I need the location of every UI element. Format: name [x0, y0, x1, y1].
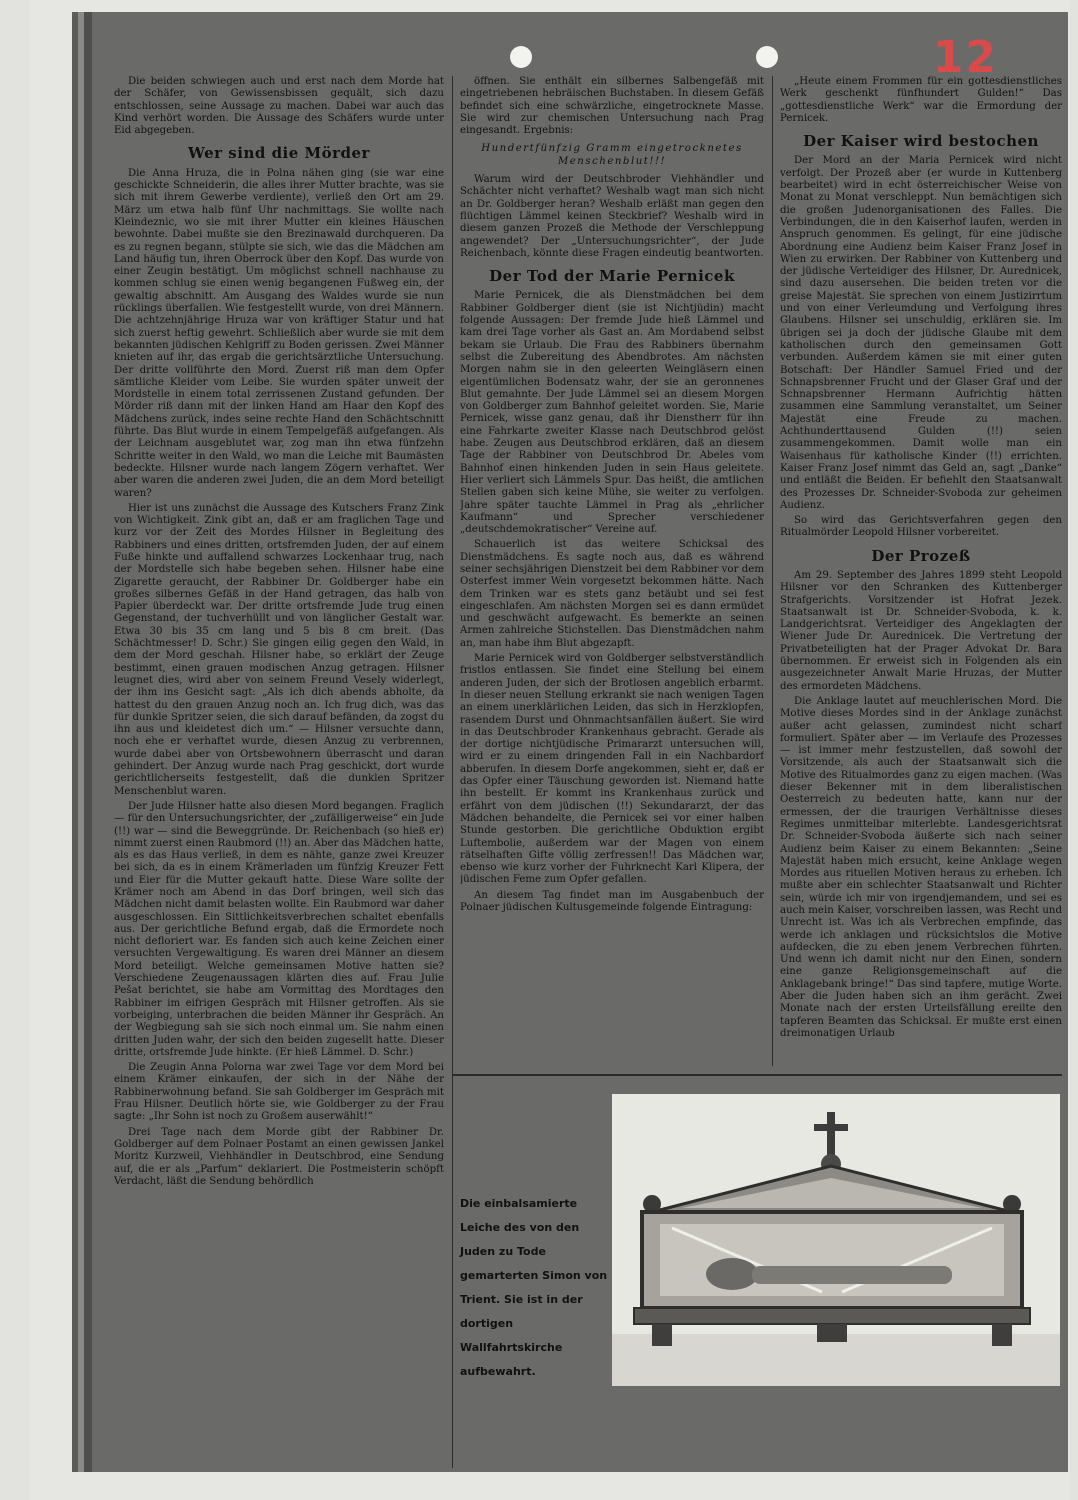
- paragraph: So wird das Gerichtsverfahren gegen den Ritualmörder Leopold Hilsner vorbereitet.: [780, 515, 1062, 539]
- column-rule: [452, 76, 453, 1468]
- paragraph: Der Mord an der Maria Pernicek wird nicht verfolgt. Der Prozeß aber (er wurde in Kuttenberg bearbeitet) wird in echt österreichischer Weise von Monat zu Monat verschleppt. Nun bemächtigen sich die großen Judenorganisationen des Falles. Die Verbindungen, die in den Kaiserhof laufen, werden in Anspruch genommen. Es gelingt, für eine jüdische Abordnung eine Audienz beim Kaiser Franz Josef in Wien zu erwirken. Der Rabbiner von Kuttenberg und der jüdische Verteidiger des Hilsner, Dr. Aurednicek, sind dazu ausersehen. Die beiden treten vor die greise Majestät. Sie sprechen von einem Justizirrtum und von einer Verleumdung und Verfolgung ihres Glaubens. Hilsner sei unschuldig, erklären sie. Im übrigen sei ja doch der jüdische Glaube mit dem katholischen durch den gemeinsamen Gott verbunden. Außerdem kämen sie mit einer guten Botschaft: Der Händler Samuel Fried und der Schnapsbrenner Frucht und der Glaser Graf und der Schnapsbrenner Hermann Aufrichtig hätten zusammen eine Sammlung veranstaltet, um Seiner Majestät eine Freude zu machen. Achthunderttausend Gulden (!!) seien zusammengekommen. Damit wolle man ein Waisenhaus für katholische Kinder (!!) errichten. Kaiser Franz Josef nimmt das Geld an, sagt „Danke“ und entläßt die Beiden. Er befiehlt den Staatsanwalt des Prozesses Dr. Schneider-Svoboda zur geheimen Audienz.: [780, 155, 1062, 511]
- paragraph: „Heute einem Frommen für ein gottesdienstliches Werk geschenkt fünfhundert Gulden!“ Das „gottesdienstliche Werk“ war die Ermordung der Pernicek.: [780, 76, 1062, 124]
- photo-reliquary-simon-of-trent: [612, 1094, 1060, 1386]
- punch-hole: [756, 46, 778, 68]
- paragraph: Die Zeugin Anna Polorna war zwei Tage vor dem Mord bei einem Krämer einkaufen, der sich in der Nähe der Rabbinerwohnung befand. Sie sah Goldberger im Gespräch mit Frau Hilsner. Deutlich hörte sie, wie Goldberger zu der Frau sagte: „Ihr Sohn ist noch zu Großem auserwählt!“: [114, 1062, 444, 1123]
- paragraph: Am 29. September des Jahres 1899 steht Leopold Hilsner vor den Schranken des Kuttenberger Strafgerichts. Vorsitzender ist Hofrat Jezek. Staatsanwalt ist Dr. Schneider-Svoboda, k. k. Landgerichtsrat. Verteidiger des Angeklagten der Wiener Jude Dr. Aurednicek. Die Vertretung der Privatbeteiligten hat der Prager Advokat Dr. Bara übernommen. Er erweist sich in Folgenden als ein ausgezeichneter Anwalt Marie Hruzas, der Mutter des ermordeten Mädchens.: [780, 569, 1062, 692]
- paragraph: An diesem Tag findet man im Ausgabenbuch der Polnaer jüdischen Kultusgemeinde folgende Eintragung:: [460, 889, 764, 913]
- scrapbook-sheet: [30, 0, 1070, 1500]
- section-heading: Wer sind die Mörder: [188, 144, 370, 163]
- column-rule: [772, 76, 773, 1066]
- paragraph: Hier ist uns zunächst die Aussage des Kutschers Franz Zink von Wichtigkeit. Zink gibt an, daß er am fraglichen Tage und kurz vor der Zeit des Mordes Hilsner in Begleitung des Rabbiners und eines dritten, ortsfremden Juden, der auf einem Fuße hinkte und auffallend schwarzes Lockenhaar trug, nach der Mordstelle sich habe begeben sehen. Hilsner habe eine Zigarette geraucht, der Rabbiner Dr. Goldberger habe ein großes silbernes Gefäß in der Hand getragen, das halb von Papier überdeckt war. Der dritte ortsfremde Jude trug einen Gegenstand, der tuchverhüllt und von länglicher Gestalt war. Etwa 30 bis 35 cm lang und 5 bis 8 cm breit. (Das Schächtmesser! D. Schr.) Sie gingen eilig gegen den Wald, in dem der Mord geschah. Hilsner habe, so erklärt der Zeuge bestimmt, einen grauen modischen Anzug getragen. Hilsner leugnet dies, wird aber von seinem Freund Vesely widerlegt, der ihm ins Gesicht sagt: „Als ich dich abends abholte, da hattest du den grauen Anzug noch an. Ich frug dich, was das für dunkle Spritzer seien, die sich darauf befänden, da zogst du ihn aus und kleidetest dich um.“ — Hilsner versuchte dann, noch ehe er verhaftet wurde, diesen Anzug zu verbrennen, wurde dabei aber von Ortsbewohnern überrascht und daran gehindert. Der Anzug wurde nach Prag geschickt, dort wurde gerichtlicherseits festgestellt, daß die dunklen Spritzer Menschenblut waren.: [114, 502, 444, 797]
- paragraph: Schauerlich ist das weitere Schicksal des Dienstmädchens. Es sagte noch aus, daß es während seiner sechsjährigen Dienstzeit bei dem Rabbiner vor dem Osterfest immer Wein vorgesetzt bekommen hätte. Nach dem Trinken war es stets ganz betäubt und sei fest eingeschlafen. Am nächsten Morgen sei es dann ermüdet und geschwächt aufgewacht. Es bemerkte an seinen Armen zahlreiche Stichstellen. Das Dienstmädchen nahm an, man habe ihm Blut abgezapft.: [460, 539, 764, 649]
- photo-caption: Die einbalsamierte Leiche des von den Juden zu Tode gemarterten Simon von Trient. Sie ist in der dortigen Wallfahrtskirche aufbewahrt.: [460, 1197, 608, 1378]
- paragraph: Die beiden schwiegen auch und erst nach dem Morde hat der Schäfer, von Gewissensbissen gequält, sich dazu entschlossen, seine Aussage zu machen. Dabei war auch das Kind verhört worden. Die Aussage des Schäfers wurde unter Eid abgegeben.: [114, 76, 444, 137]
- section-heading: Der Tod der Marie Pernicek: [489, 267, 735, 286]
- paragraph: Die Anna Hruza, die in Polna nähen ging (sie war eine geschickte Schneiderin, die alles ihrer Mutter brachte, was sie sich mit ihrem Gewerbe verdiente), verließ den Ort am 29. März um etwa halb fünf Uhr nachmittags. Sie wollte nach Kleindeznic, wo sie mit ihrer Mutter ein kleines Häuschen bewohnte. Dabei mußte sie den Brezinawald durchqueren. Da es zu regnen begann, stülpte sie sich, wie das die Mädchen am Land häufig tun, ihren Oberrock über den Kopf. Das wurde von einer Zeugin bestätigt. Um möglichst schnell nachhause zu kommen schlug sie einen wenig begangenen Fußweg ein, der gewaltig abschnitt. Am Ausgang des Waldes wurde sie nun rücklings überfallen. Wie festgestellt wurde, von drei Männern. Die achtzehnjährige Hruza war von kräftiger Statur und hat sich zuerst heftig gewehrt. Schließlich aber wurde sie mit dem bekannten jüdischen Kehlgriff zu Boden gerissen. Zwei Männer knieten auf ihr, das ergab die gerichtsärztliche Untersuchung. Der dritte vollführte den Mord. Zuerst riß man dem Opfer sämtliche Kleider vom Leibe. Sie wurden später unweit der Mordstelle in einem total zerrissenen Zustand gefunden. Der Mörder riß dann mit der linken Hand am Haar den Kopf des Mädchens zurück, indes seine rechte Hand den Schächtschnitt führte. Das Blut wurde in einem Tempelgefäß aufgefangen. Als der Leichnam ausgeblutet war, zog man ihn etwa fünfzehn Schritte weiter in den Wald, wo man die Leiche mit Baumästen bedeckte. Hilsner wurde nach langem Zögern verhaftet. Wer aber waren die anderen zwei Juden, die an dem Mord beteiligt waren?: [114, 167, 444, 499]
- horizontal-rule: [452, 1074, 1062, 1076]
- paragraph: Der Jude Hilsner hatte also diesen Mord begangen. Fraglich — für den Untersuchungsrichter, der „zufälligerweise“ ein Jude (!!) war — sind die Beweggründe. Dr. Reichenbach (so hieß er) nimmt zuerst einen Raubmord (!!) an. Aber das Mädchen hatte, als es das Haus verließ, in dem es nähte, ganze zwei Kreuzer bei sich, da es in einem Krämerladen um fünfzig Kreuzer Fett und Eier für die Mutter gekauft hatte. Diese Ware sollte der Krämer noch am Abend in das Dorf bringen, weil sich das Mädchen nicht damit belasten wollte. Ein Raubmord war daher ausgeschlossen. Ein Sittlichkeitsverbrechen schaltet ebenfalls aus. Der gerichtliche Befund ergab, daß die Ermordete noch nicht defloriert war. Es fanden sich auch keine Zeichen einer versuchten Vergewaltigung. Es waren drei Männer an diesem Mord beteiligt. Welche gemeinsamen Motive hatten sie? Verschiedene Zeugenaussagen klärten dies auf. Frau Julie Pešat berichtet, sie habe am Vormittag des Mordtages den Rabbiner im eifrigen Gespräch mit Hilsner getroffen. Als sie vorbeiging, unterbrachen die beiden Männer ihr Gespräch. An der Wegbiegung sah sie sich noch einmal um. Sie nahm einen dritten Juden wahr, der sich den beiden zugesellt hatte. Dieser dritte, ortsfremde Jude hinkte. (Er hieß Lämmel. D. Schr.): [114, 800, 444, 1058]
- column-middle: [460, 76, 764, 1066]
- paragraph: Drei Tage nach dem Morde gibt der Rabbiner Dr. Goldberger auf dem Polnaer Postamt an einen gewissen Jankel Moritz Kurzweil, Viehhändler in Deutschbrod, eine Sendung auf, die er als „Parfum“ deklariert. Die Postmeisterin schöpft Verdacht, läßt die Sendung behördlich: [114, 1126, 444, 1187]
- section-heading: Der Kaiser wird bestochen: [803, 132, 1039, 151]
- paragraph: Die Anklage lautet auf meuchlerischen Mord. Die Motive dieses Mordes sind in der Anklage zunächst außer acht gelassen, zumindest nicht scharf formuliert. Später aber — im Verlaufe des Prozesses — ist immer mehr festzustellen, daß sowohl der Vorsitzende, als auch der Staatsanwalt sich die Motive des Ritualmordes ganz zu eigen machen. (Was dieser Bekenner mit in dem liberalistischen Oesterreich zu bedeuten hatte, kann nur der ermessen, der die traurigen Verhältnisse dieses Regimes unmittelbar miterlebte. Landesgerichtsrat Dr. Schneider-Svoboda äußerte sich nach seiner Audienz beim Kaiser zu einem Bekannten: „Seine Majestät haben mich ersucht, keine Anklage wegen Mordes aus rituellen Motiven heraus zu erheben. Ich mußte aber ein schlechter Staatsanwalt und Richter sein, würde ich mir von irgendjemandem, und sei es auch mein Kaiser, vorschreiben lassen, was Recht und Unrecht ist. Was ich als Verbrechen empfinde, das werde ich anklagen und rücksichtslos die Motive aufdecken, die zu eben jenem Verbrechen führten. Und wenn ich damit nicht nur den Einen, sondern eine ganze Religionsgemeinschaft auf die Anklagebank bringe!“ Das sind tapfere, mutige Worte. Aber die Juden haben sich an ihm gerächt. Zwei Monate nach der ersten Urteilsfällung ereilte den tapferen Beamten das Schicksal. Er mußte erst einen dreimonatigen Urlaub: [780, 695, 1062, 1039]
- paragraph: öffnen. Sie enthält ein silbernes Salbengefäß mit eingetriebenen hebräischen Buchstaben. In diesem Gefäß befindet sich eine schwärzliche, eingetrocknete Masse. Sie wird zur chemischen Untersuchung nach Prag eingesandt. Ergebnis:: [460, 76, 764, 137]
- reliquary-illustration: [612, 1094, 1060, 1386]
- newspaper-page: [92, 12, 1068, 1472]
- paragraph: Marie Pernicek wird von Goldberger selbstverständlich fristlos entlassen. Sie findet eine Stellung bei einem anderen Juden, der sich der Brotlosen angeblich erbarmt. In dieser neuen Stellung erkrankt sie nach wenigen Tagen an einem unerklärlichen Leiden, das sich in Herzklopfen, rasendem Durst und Ohnmachtsanfällen äußert. Sie wird in das Deutschbroder Krankenhaus gebracht. Gerade als der dortige nichtjüdische Primararzt untersuchen will, wird er zu einem dringenden Fall in ein Nachbardorf abberufen. In diesem Dorfe angekommen, sieht er, daß er das Opfer einer Täuschung geworden ist. Niemand hatte ihn bestellt. Er kommt ins Krankenhaus zurück und erfährt von dem jüdischen (!!) Sekundararzt, der das Mädchen behandelte, die Pernicek sei vor einer halben Stunde gestorben. Die gerichtliche Obduktion ergibt Luftembolie, außerdem war der Magen von einem rätselhaften Gifte völlig zerfressen!! Das Mädchen war, ebenso wie kurz vorher der Fuhrknecht Karl Klipera, der jüdischen Feme zum Opfer gefallen.: [460, 653, 764, 886]
- punch-hole: [510, 46, 532, 68]
- section-heading: Der Prozeß: [871, 546, 971, 565]
- paragraph: Warum wird der Deutschbroder Viehhändler und Schächter nicht verhaftet? Weshalb wagt man sich nicht an Dr. Goldberger heran? Weshalb erläßt man gegen den flüchtigen Lämmel keinen Steckbrief? Weshalb wird in diesem ganzen Prozeß die Methode der Verschleppung angewendet? Der „Untersuchungsrichter“, der Jude Reichenbach, könnte diese Fragen eindeutig beantworten.: [460, 174, 764, 259]
- column-right: [780, 76, 1062, 1066]
- emphasis-line: Hundertfünfzig Gramm eingetrocknetes Menschenblut!!!: [481, 143, 743, 167]
- page-number: 12: [932, 32, 998, 83]
- paragraph: Marie Pernicek, die als Dienstmädchen bei dem Rabbiner Goldberger dient (sie ist Nichtjüdin) macht folgende Aussagen: Der fremde Jude hieß Lämmel und kam drei Tage vorher als Gast an. Am Mordabend selbst bekam sie Urlaub. Die Frau des Rabbiners übernahm selbst die Zubereitung des Abendbrotes. Am nächsten Morgen nahm sie in den geleerten Weingläsern einen eigentümlichen Bodensatz wahr, der sie an geronnenes Blut gemahnte. Der Jude Lämmel sei an diesem Morgen von Goldberger zum Bahnhof geleitet worden. Sie, Marie Pernicek, wisse ganz genau, daß ihr Dienstherr für ihn eine Fahrkarte zweiter Klasse nach Deutschbrod gelöst habe. Zeugen aus Deutschbrod erklären, daß an diesem Tage der Rabbiner von Deutschbrod Dr. Abeles vom Bahnhof einen hinkenden Juden in sein Haus geleitete. Hier verliert sich Lämmels Spur. Das heißt, die amtlichen Stellen gaben sich keine Mühe, sie weiter zu verfolgen. Jahre später tauchte Lämmel in Prag als „ehrlicher Kaufmann“ und Sprecher verschiedener „deutschdemokratischer“ Vereine auf.: [460, 290, 764, 536]
- column-left: [114, 76, 444, 1468]
